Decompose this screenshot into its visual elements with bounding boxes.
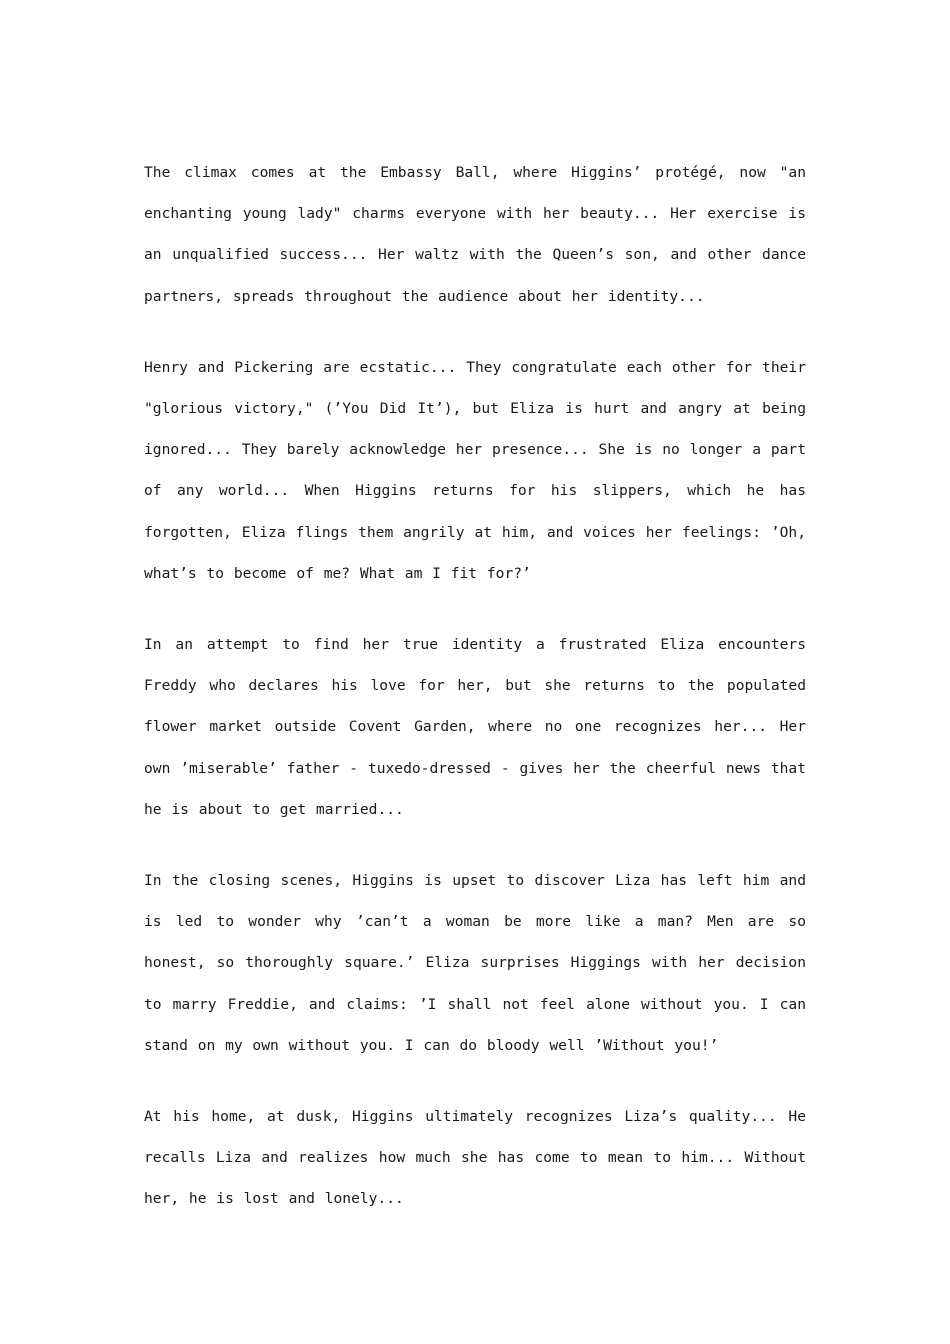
paragraph-embassy-ball: The climax comes at the Embassy Ball, where Higgins’ protégé, now "an enchanting young lady" charms everyone with her beauty... Her exercise is an unqualified success... Her waltz with the Queen’s son, and other dance partners, spreads throughout the audience about her identity... [144,164,806,305]
paragraph-true-identity: In an attempt to find her true identity a frustrated Eliza encounters Freddy who declares his love for her, but she returns to the populated flower market outside Covent Garden, where no one recognizes her... Her own ’miserable’ father - tuxedo-dressed - gives her the cheerful news that he is about to get married... [144,636,806,818]
paragraph-at-his-home: At his home, at dusk, Higgins ultimately recognizes Liza’s quality... He recalls Liza and realizes how much she has come to mean to him... Without her, he is lost and lonely... [144,1108,806,1208]
paragraph-ecstatic: Henry and Pickering are ecstatic... They congratulate each other for their "glorious victory," (’You Did It’), but Eliza is hurt and angry at being ignored... They barely acknowledge her presence... She is no longer a part of any world... When Higgins returns for his slippers, which he has forgotten, Eliza flings them angrily at him, and voices her feelings: ’Oh, what’s to become of me? What am I fit for?’ [144,358,806,582]
paragraph-closing-scenes: In the closing scenes, Higgins is upset to discover Liza has left him and is led to wonder why ’can’t a woman be more like a man? Men are so honest, so thoroughly square.’ Eliza surprises Higgings with her decision to marry Freddie, and claims: ’I shall not feel alone without you. I can stand on my own without you. I can do bloody well ’Without you!’ [144,872,806,1054]
document-body [144,152,806,1220]
